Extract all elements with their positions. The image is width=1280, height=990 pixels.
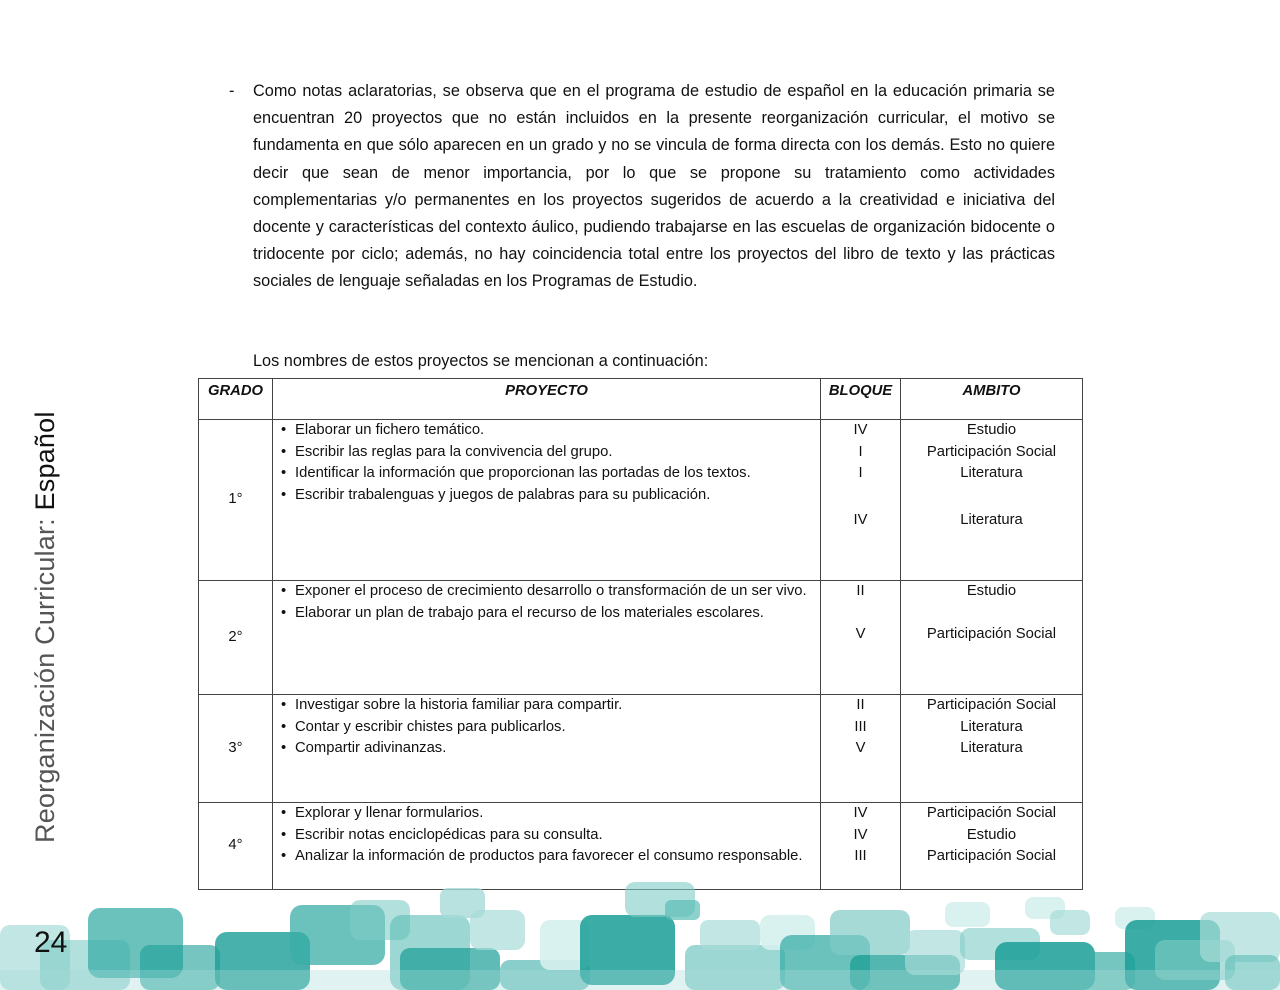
ambito-value: Literatura — [960, 512, 1023, 529]
project-text: Investigar sobre la historia familiar para compartir. — [295, 697, 623, 713]
ambito-value: Literatura — [960, 718, 1023, 735]
bullet: • — [281, 422, 287, 438]
bloque-value: IV — [853, 422, 868, 438]
table-header-row — [199, 379, 1083, 420]
project-text: Identificar la información que proporcionan las portadas de los textos. — [295, 465, 751, 482]
project-item — [281, 420, 812, 442]
bloque-cell — [821, 695, 901, 803]
project-text: Compartir adivinanzas. — [295, 740, 447, 757]
table-row — [199, 420, 1083, 581]
bullet: • — [281, 740, 287, 757]
bullet: • — [281, 697, 287, 713]
project-cell — [273, 695, 821, 803]
project-text: Contar y escribir chistes para publicarlos. — [295, 718, 566, 735]
table-row — [199, 695, 1083, 803]
bullet: • — [281, 848, 287, 865]
projects-table — [198, 378, 1083, 890]
bloque-value: IV — [853, 826, 868, 843]
grade-cell: 1° — [199, 420, 273, 581]
ambito-cell — [901, 581, 1083, 695]
ambito-value: Participación Social — [926, 697, 1057, 713]
table-row — [199, 581, 1083, 695]
bullet: • — [281, 604, 287, 621]
bloque-value: V — [855, 625, 866, 642]
project-text: Exponer el proceso de crecimiento desarrollo o transformación de un ser vivo. — [295, 583, 807, 599]
bullet: • — [281, 487, 287, 504]
decorative-footer — [0, 870, 1280, 990]
bloque-value: I — [858, 443, 863, 460]
bullet: • — [281, 805, 287, 821]
ambito-value: Participación Social — [926, 848, 1057, 865]
project-item — [281, 581, 812, 603]
ambito-cell — [901, 420, 1083, 581]
ambito-value: Estudio — [966, 826, 1017, 843]
bloque-value: II — [856, 697, 865, 713]
bloque-value: III — [854, 718, 867, 735]
bullet: • — [281, 583, 287, 599]
ambito-value: Participación Social — [926, 625, 1057, 642]
grade-cell: 2° — [199, 581, 273, 695]
header-bloque: BLOQUE — [821, 379, 901, 420]
bloque-value: I — [858, 465, 863, 482]
side-title — [30, 411, 61, 843]
project-text: Escribir trabalenguas y juegos de palabras para su publicación. — [295, 487, 711, 504]
project-item — [281, 485, 812, 507]
ambito-value: Estudio — [966, 422, 1017, 438]
project-text: Elaborar un fichero temático. — [295, 422, 485, 438]
footer-shapes — [0, 882, 1280, 990]
bullet: • — [281, 443, 287, 460]
bloque-value: IV — [853, 512, 868, 529]
project-item — [281, 695, 812, 717]
side-title-bold: Español — [30, 411, 60, 511]
paragraph-dash: - — [229, 82, 235, 100]
bloque-value: V — [855, 740, 866, 757]
bloque-cell — [821, 581, 901, 695]
project-text: Escribir las reglas para la convivencia del grupo. — [295, 443, 613, 460]
project-item — [281, 738, 812, 760]
bullet: • — [281, 465, 287, 482]
bloque-value: II — [856, 583, 865, 599]
page-number: 24 — [34, 926, 68, 959]
header-proyecto: PROYECTO — [273, 379, 821, 420]
ambito-cell — [901, 695, 1083, 803]
project-item — [281, 846, 812, 868]
bloque-value: IV — [853, 805, 868, 821]
ambito-value: Literatura — [960, 740, 1023, 757]
project-item — [281, 603, 812, 625]
project-item — [281, 717, 812, 739]
table-intro: Los nombres de estos proyectos se mencionan a continuación: — [253, 352, 709, 370]
project-item — [281, 442, 812, 464]
paragraph-text: Como notas aclaratorias, se observa que en el programa de estudio de español en la educación primaria se encuentran 20 proyectos que no están incluidos en la presente reorganización curricular, el motivo se fundamenta en que sólo aparecen en un grado y no se vincula de forma directa con los demás. Esto no quiere decir que sean de menor importancia, por lo que se propone su tratamiento como actividades complementarias y/o permanentes en los proyectos sugeridos de acuerdo a la creatividad e iniciativa del docente y características del contexto áulico, pudiendo trabajarse en las escuelas de organización bidocente o tridocente por ciclo; además, no hay coincidencia total entre los proyectos del libro de texto y las prácticas sociales de lenguaje señaladas en los Programas de Estudio. — [253, 82, 1055, 291]
grade-cell: 4° — [199, 803, 273, 890]
project-item — [281, 825, 812, 847]
bullet: • — [281, 826, 287, 843]
project-text: Analizar la información de productos para favorecer el consumo responsable. — [295, 848, 803, 865]
side-title-light: Reorganización Curricular: — [30, 518, 60, 843]
project-item — [281, 463, 812, 485]
ambito-value: Participación Social — [926, 805, 1057, 821]
header-grado: GRADO — [199, 379, 273, 420]
project-item — [281, 803, 812, 825]
grade-cell: 3° — [199, 695, 273, 803]
project-cell — [273, 581, 821, 695]
project-cell — [273, 420, 821, 581]
bloque-cell — [821, 420, 901, 581]
project-text: Elaborar un plan de trabajo para el recurso de los materiales escolares. — [295, 604, 764, 621]
notes-paragraph — [229, 78, 1055, 296]
bloque-value: III — [854, 848, 867, 865]
bullet: • — [281, 718, 287, 735]
header-ambito: AMBITO — [901, 379, 1083, 420]
ambito-value: Literatura — [960, 465, 1023, 482]
ambito-value: Estudio — [966, 583, 1017, 599]
ambito-value: Participación Social — [926, 443, 1057, 460]
project-text: Explorar y llenar formularios. — [295, 805, 484, 821]
project-text: Escribir notas enciclopédicas para su consulta. — [295, 826, 603, 843]
